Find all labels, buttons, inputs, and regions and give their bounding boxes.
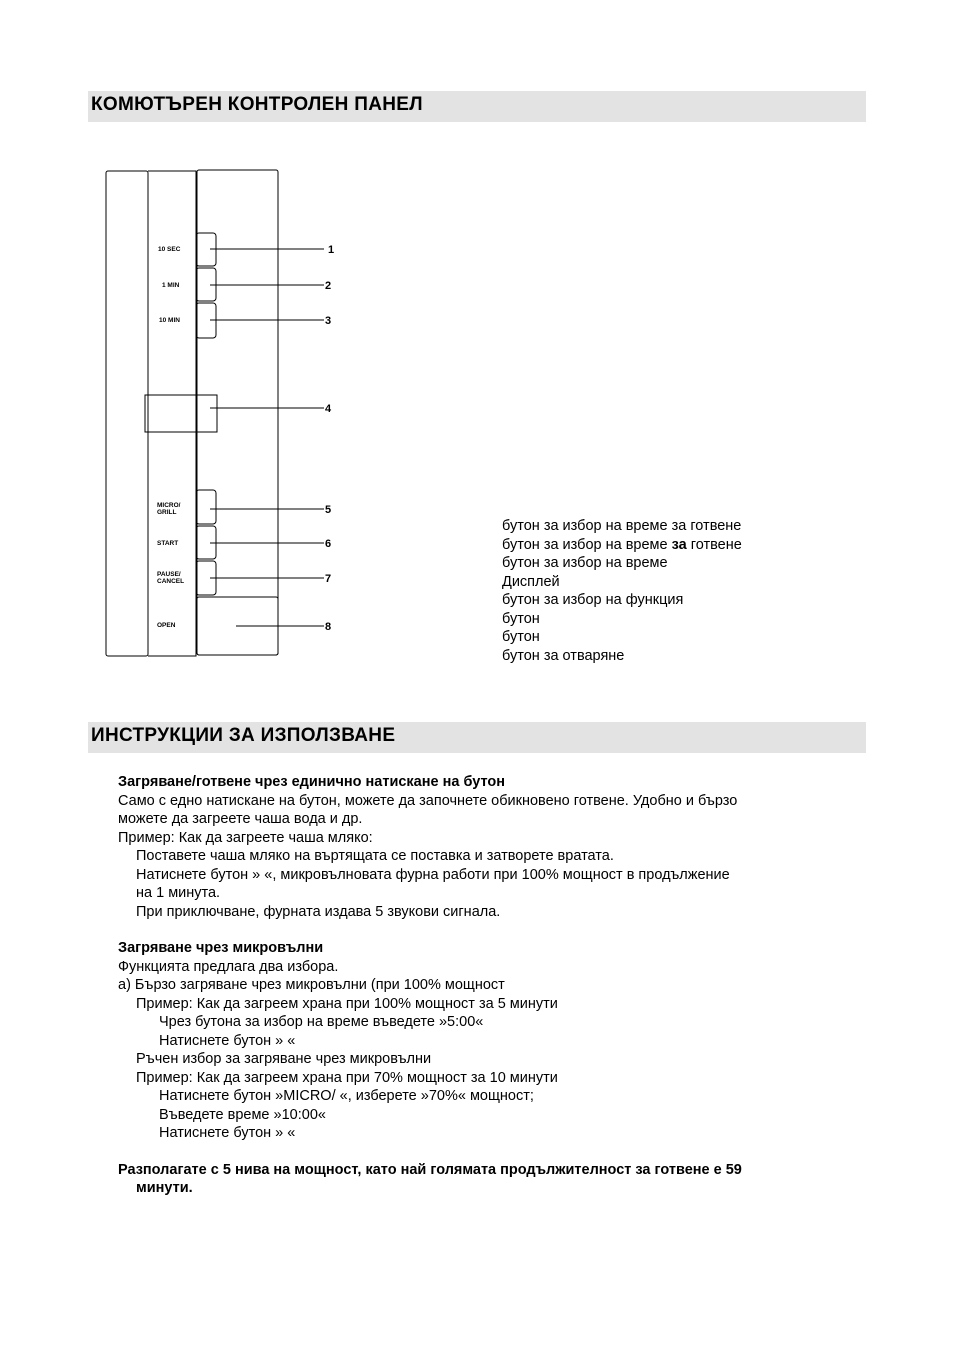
label-micro: MICRO/ (157, 502, 181, 509)
step: Натиснете бутон » « (159, 1125, 296, 1141)
step: Поставете чаша мляко на въртящата се поставка и затворете вратата. (136, 848, 614, 864)
label-open: OPEN (157, 622, 176, 629)
power-levels-note: Разполагате с 5 нива на мощност, като най голямата продължителност за готвене е 59 (118, 1161, 742, 1178)
control-panel-diagram (100, 165, 340, 665)
step: на 1 минута. (136, 885, 221, 901)
section-title: КОМЮТЪРЕН КОНТРОЛЕН ПАНЕЛ (91, 94, 423, 115)
label-start: START (157, 540, 179, 547)
step: При приключване, фурната издава 5 звукови сигнала. (136, 903, 501, 920)
paragraph: можете да загреете чаша вода и др. (118, 811, 363, 827)
label-1min: 1 MIN (162, 282, 180, 289)
label-cancel: CANCEL (157, 578, 185, 585)
example: Пример: Как да загреем храна при 100% мощност за 5 минути (136, 995, 558, 1012)
step: Натиснете бутон »MICRO/ «, изберете »70%« мощност; (159, 1088, 534, 1104)
label-pause: PAUSE/ (157, 571, 181, 578)
step: Натиснете бутон » « (159, 1032, 296, 1049)
button-micro-grill (196, 490, 216, 524)
callout-4: 4 (325, 403, 332, 415)
step: Въведете време »10:00« (159, 1106, 326, 1123)
legend-item-7: бутон (502, 629, 540, 645)
heading-single-press: Загряване/готвене чрез единично натискане на бутон (118, 774, 505, 790)
section-header-control-panel (88, 91, 866, 122)
label-grill: GRILL (157, 509, 177, 516)
display-box (145, 395, 217, 432)
power-levels-note: минути. (136, 1180, 193, 1196)
paragraph: Функцията предлага два избора. (118, 958, 339, 975)
label-10sec: 10 SEC (158, 246, 181, 253)
paragraph: а) Бързо загряване чрез микровълни (при 100% мощност (118, 977, 505, 993)
callout-6: 6 (325, 538, 332, 550)
callout-8: 8 (325, 621, 332, 633)
paragraph: Само с едно натискане на бутон, можете да започнете обикновено готвене. Удобно и бързо (118, 792, 738, 809)
section-title: ИНСТРУКЦИИ ЗА ИЗПОЛЗВАНЕ (91, 725, 396, 746)
step: Натиснете бутон » «, микровълновата фурна работи при 100% мощност в продължение (136, 866, 730, 883)
heading-microwave: Загряване чрез микровълни (118, 940, 324, 956)
section-header-instructions (88, 722, 866, 753)
callout-1: 1 (328, 244, 335, 256)
callout-5: 5 (325, 504, 332, 516)
instructions-body (118, 773, 858, 1198)
example: Ръчен избор за загряване чрез микровълни (136, 1051, 432, 1067)
panel-right (197, 170, 278, 655)
label-10min: 10 MIN (159, 317, 180, 324)
callout-2: 2 (325, 280, 332, 292)
example: Пример: Как да загреем храна при 70% мощност за 10 минути (136, 1069, 558, 1086)
panel-legend (502, 517, 742, 665)
legend-item-3: бутон за избор на време (502, 555, 668, 571)
legend-item-1: бутон за избор на време за готвене (502, 518, 742, 534)
legend-item-2: бутон за избор на време за готвене (502, 536, 742, 553)
panel-left-strip (106, 171, 148, 656)
paragraph: Пример: Как да загреете чаша мляко: (118, 829, 373, 846)
legend-item-5: бутон за избор на функция (502, 592, 684, 608)
callout-3: 3 (325, 315, 332, 327)
legend-item-6: бутон (502, 610, 540, 627)
legend-item-4: Дисплей (502, 573, 560, 590)
legend-item-8: бутон за отваряне (502, 647, 625, 664)
step: Чрез бутона за избор на време въведете »5:00« (159, 1014, 484, 1030)
callout-7: 7 (325, 573, 332, 585)
